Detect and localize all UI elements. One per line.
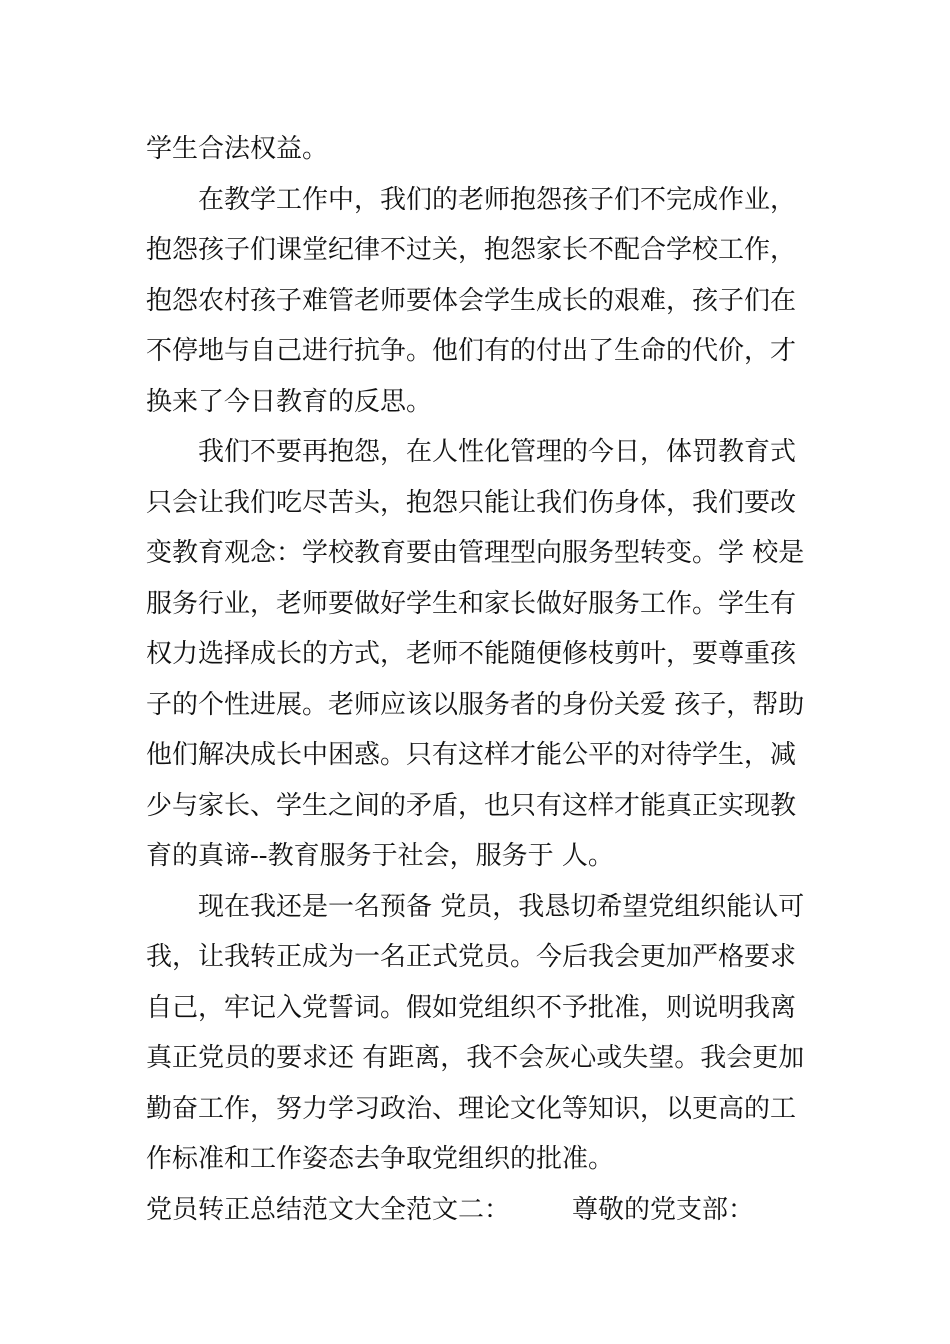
text-line-18: 自己，牢记入党誓词。假如党组织不予批准，则说明我离 bbox=[146, 992, 797, 1023]
text-line-8: 只会让我们吃尽苦头，抱怨只能让我们伤身体，我们要改 bbox=[146, 487, 797, 518]
text-line-6: 换来了今日教育的反思。 bbox=[146, 386, 433, 417]
text-line-1: 学生合法权益。 bbox=[146, 134, 329, 164]
text-line-5: 不停地与自己进行抗争。他们有的付出了生命的代价，才 bbox=[146, 336, 797, 366]
text-line-3: 抱怨孩子们课堂纪律不过关，抱怨家长不配合学校工作， bbox=[146, 235, 797, 265]
text-line-11: 权力选择成长的方式，老师不能随便修枝剪叶，要尊重孩 bbox=[146, 639, 797, 669]
text-line-13: 他们解决成长中困惑。只有这样才能公平的对待学生，减 bbox=[146, 740, 797, 770]
salutation: 尊敬的党支部： bbox=[572, 1194, 755, 1225]
text-line-7: 我们不要再抱怨，在人性化管理的今日，体罚教育式 bbox=[198, 437, 797, 467]
text-line-2: 在教学工作中，我们的老师抱怨孩子们不完成作业， bbox=[198, 184, 797, 215]
text-line-4: 抱怨农村孩子难管老师要体会学生成长的艰难，孩子们在 bbox=[146, 285, 797, 316]
text-line-12: 子的个性进展。老师应该以服务者的身份关爱 孩子，帮助 bbox=[146, 689, 805, 720]
text-line-20: 勤奋工作，努力学习政治、理论文化等知识，以更高的工 bbox=[146, 1093, 797, 1124]
text-line-14: 少与家长、学生之间的矛盾，也只有这样才能真正实现教 bbox=[146, 790, 797, 821]
text-line-19: 真正党员的要求还 有距离，我不会灰心或失望。我会更加 bbox=[146, 1043, 805, 1073]
text-line-17: 我，让我转正成为一名正式党员。今后我会更加严格要求 bbox=[146, 942, 797, 972]
section-heading bbox=[146, 1185, 808, 1236]
document-page bbox=[146, 124, 808, 1235]
section-title: 党员转正总结范文大全范文二： bbox=[146, 1194, 511, 1225]
text-line-15: 育的真谛--教育服务于社会，服务于 人。 bbox=[146, 841, 614, 871]
text-line-10: 服务行业，老师要做好学生和家长做好服务工作。学生有 bbox=[146, 588, 797, 619]
text-line-9: 变教育观念：学校教育要由管理型向服务型转变。学 校是 bbox=[146, 538, 805, 568]
text-line-16: 现在我还是一名预备 党员，我恳切希望党组织能认可 bbox=[198, 891, 805, 922]
text-line-21: 作标准和工作姿态去争取党组织的批准。 bbox=[146, 1144, 615, 1174]
